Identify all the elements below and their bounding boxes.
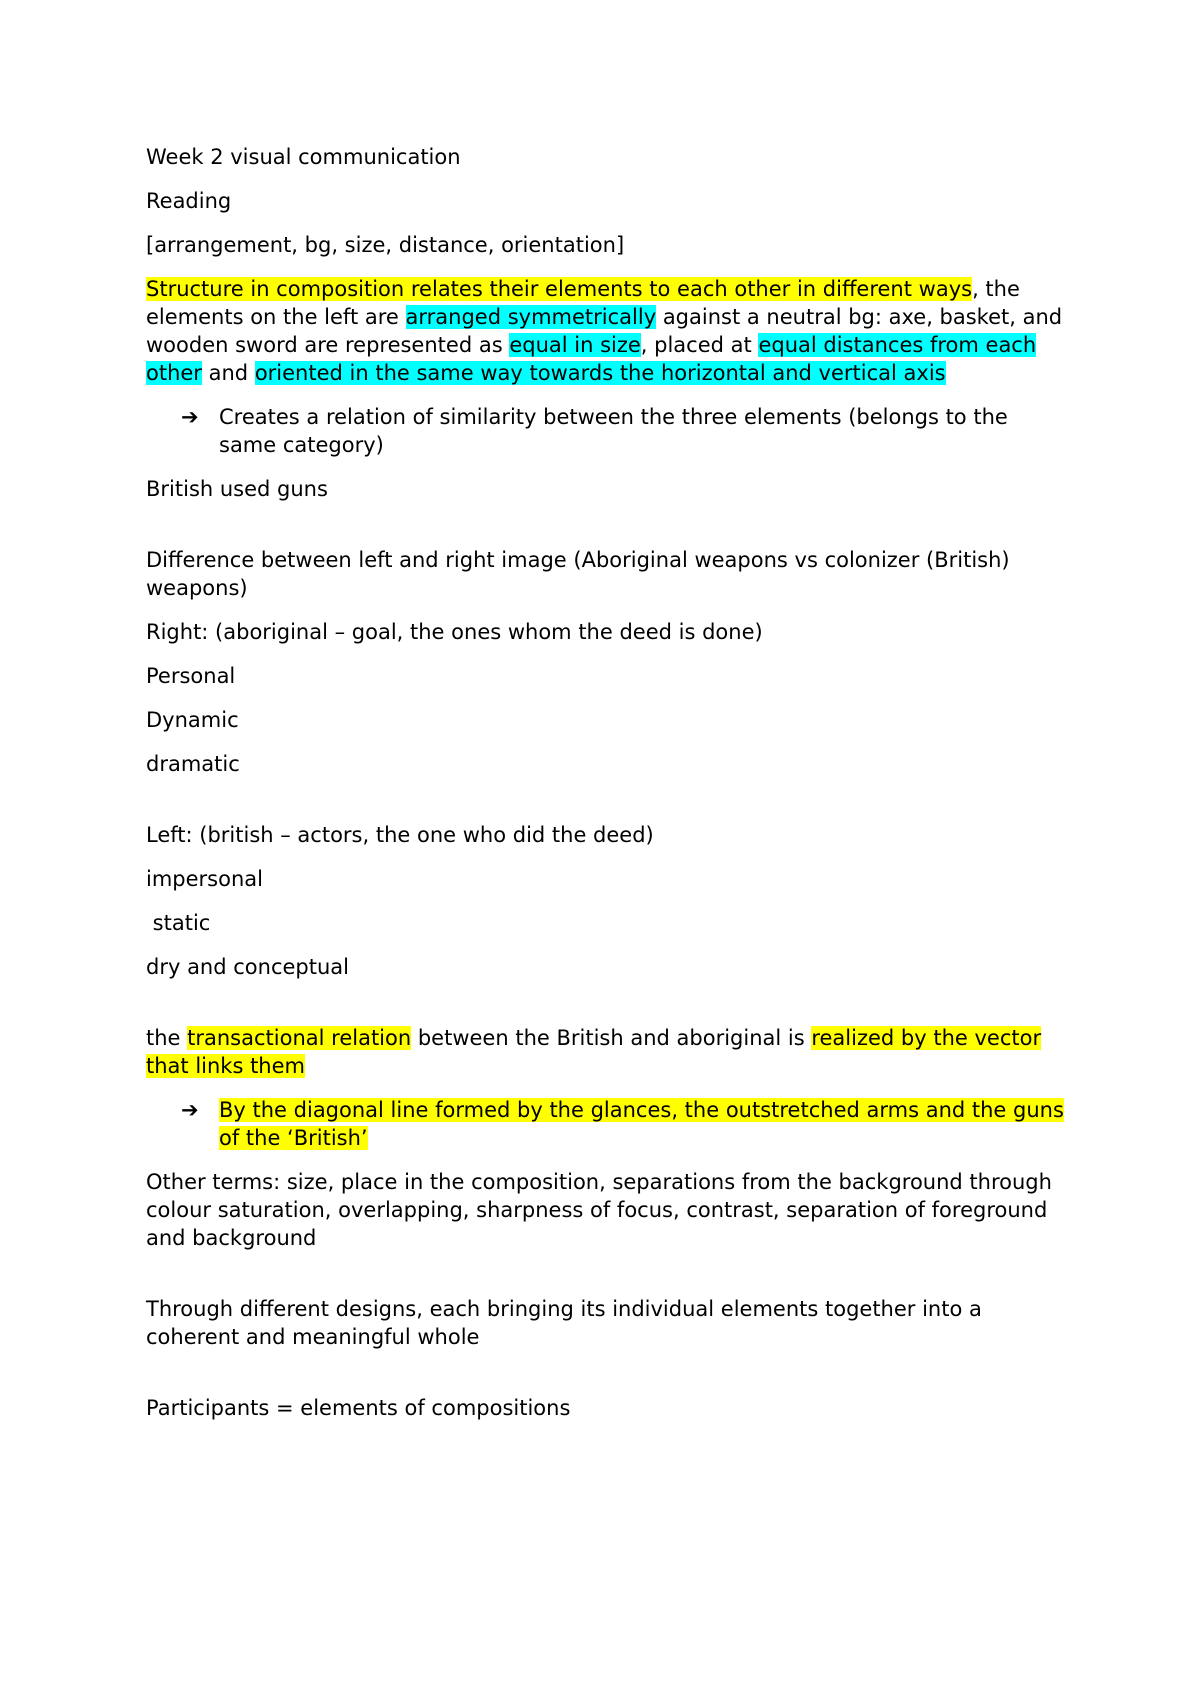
text-span: against a neutral bg: axe, basket, and wooden sword are represented as [146, 305, 1063, 357]
text-span: between the British and aboriginal is [411, 1026, 812, 1050]
highlight-structure: Structure in composition relates their elements to each other in different ways [146, 277, 973, 301]
right-label: Right: (aboriginal – goal, the ones whom the deed is done) [146, 620, 763, 644]
dry-line: dry and conceptual [146, 955, 349, 979]
arrow-icon: ➔ [181, 1098, 199, 1122]
personal-line: Personal [146, 664, 236, 688]
highlight-diagonal: By the diagonal line formed by the glances, the outstretched arms and the guns of the ‘British’ [219, 1098, 1064, 1150]
left-label: Left: (british – actors, the one who did the deed) [146, 823, 654, 847]
british-guns-line: British used guns [146, 477, 328, 501]
highlight-equal-distances: equal distances from each other [146, 333, 1037, 385]
arrow-icon: ➔ [181, 405, 199, 429]
impersonal-line: impersonal [146, 867, 263, 891]
transactional-paragraph [146, 1024, 1066, 1080]
document-page [146, 143, 1066, 1438]
highlight-arranged: arranged symmetrically [405, 305, 657, 329]
other-terms-paragraph: Other terms: size, place in the composition, separations from the background through colour saturation, overlapping, sharpness of focus, contrast, separation of foreground and background [146, 1170, 1052, 1250]
difference-line: Difference between left and right image (Aboriginal weapons vs colonizer (British) weapons) [146, 548, 1010, 600]
highlight-equal-size: equal in size [509, 333, 641, 357]
reading-heading: Reading [146, 189, 232, 213]
static-line: static [146, 911, 211, 935]
bullet-text: Creates a relation of similarity between the three elements (belongs to the same category) [219, 405, 1008, 457]
text-span: , placed at [640, 333, 759, 357]
dramatic-line: dramatic [146, 752, 240, 776]
bullet-diagonal [146, 1096, 1066, 1152]
doc-title: Week 2 visual communication [146, 145, 461, 169]
terms-line: [arrangement, bg, size, distance, orientation] [146, 233, 625, 257]
participants-line: Participants = elements of compositions [146, 1396, 571, 1420]
highlight-oriented: oriented in the same way towards the horizontal and vertical axis [254, 361, 946, 385]
text-span: , the elements on the left are [146, 277, 1020, 329]
designs-paragraph: Through different designs, each bringing its individual elements together into a coherent and meaningful whole [146, 1297, 982, 1349]
structure-paragraph [146, 275, 1066, 387]
text-span: the [146, 1026, 188, 1050]
dynamic-line: Dynamic [146, 708, 239, 732]
bullet-similarity [146, 403, 1066, 459]
highlight-vector: realized by the vector that links them [146, 1026, 1042, 1078]
text-span: and [201, 361, 255, 385]
highlight-transactional: transactional relation [187, 1026, 412, 1050]
